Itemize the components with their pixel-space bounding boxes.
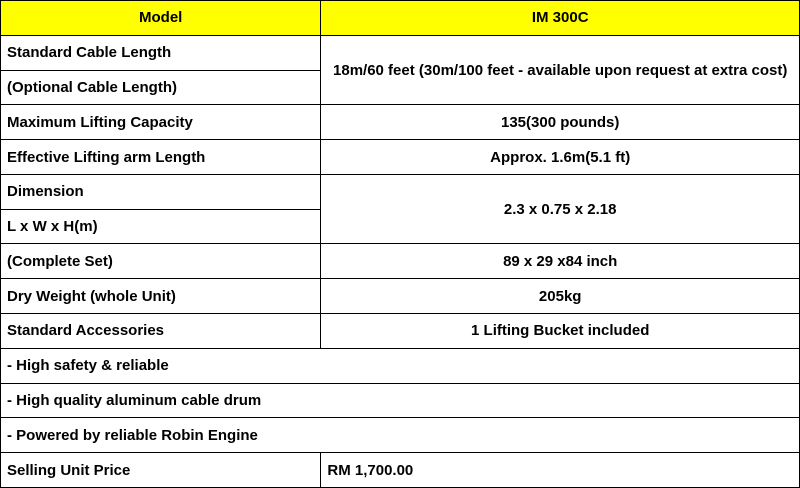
row-value-maximum-lifting-capacity: 135(300 pounds)	[321, 105, 800, 140]
table-row	[1, 35, 800, 70]
feature-item-cable-drum: - High quality aluminum cable drum	[1, 383, 800, 418]
header-model-value: IM 300C	[321, 1, 800, 36]
row-value-dry-weight: 205kg	[321, 279, 800, 314]
row-label-effective-lifting-arm-length: Effective Lifting arm Length	[1, 140, 321, 175]
feature-row	[1, 348, 800, 383]
row-label-maximum-lifting-capacity: Maximum Lifting Capacity	[1, 105, 321, 140]
row-label-standard-cable-length: Standard Cable Length	[1, 35, 321, 70]
selling-unit-price-value: RM 1,700.00	[321, 453, 800, 488]
row-value-dimension: 2.3 x 0.75 x 2.18	[321, 174, 800, 244]
selling-unit-price-label: Selling Unit Price	[1, 453, 321, 488]
price-row	[1, 453, 800, 488]
row-value-standard-cable-length: 18m/60 feet (30m/100 feet - available upon request at extra cost)	[321, 35, 800, 105]
row-label-dry-weight: Dry Weight (whole Unit)	[1, 279, 321, 314]
feature-row	[1, 418, 800, 453]
row-value-complete-set: 89 x 29 x84 inch	[321, 244, 800, 279]
feature-row	[1, 383, 800, 418]
row-label-dimension: Dimension	[1, 174, 321, 209]
row-label-standard-accessories: Standard Accessories	[1, 314, 321, 349]
row-value-effective-lifting-arm-length: Approx. 1.6m(5.1 ft)	[321, 140, 800, 175]
row-label-optional-cable-length: (Optional Cable Length)	[1, 70, 321, 105]
table-row	[1, 244, 800, 279]
row-value-standard-accessories: 1 Lifting Bucket included	[321, 314, 800, 349]
table-row	[1, 105, 800, 140]
table-row	[1, 314, 800, 349]
header-model-label: Model	[1, 1, 321, 36]
table-row	[1, 279, 800, 314]
feature-item-engine: - Powered by reliable Robin Engine	[1, 418, 800, 453]
row-label-lwh: L x W x H(m)	[1, 209, 321, 244]
row-label-complete-set: (Complete Set)	[1, 244, 321, 279]
table-row	[1, 174, 800, 209]
table-row	[1, 140, 800, 175]
table-header-row	[1, 1, 800, 36]
feature-item-safety: - High safety & reliable	[1, 348, 800, 383]
